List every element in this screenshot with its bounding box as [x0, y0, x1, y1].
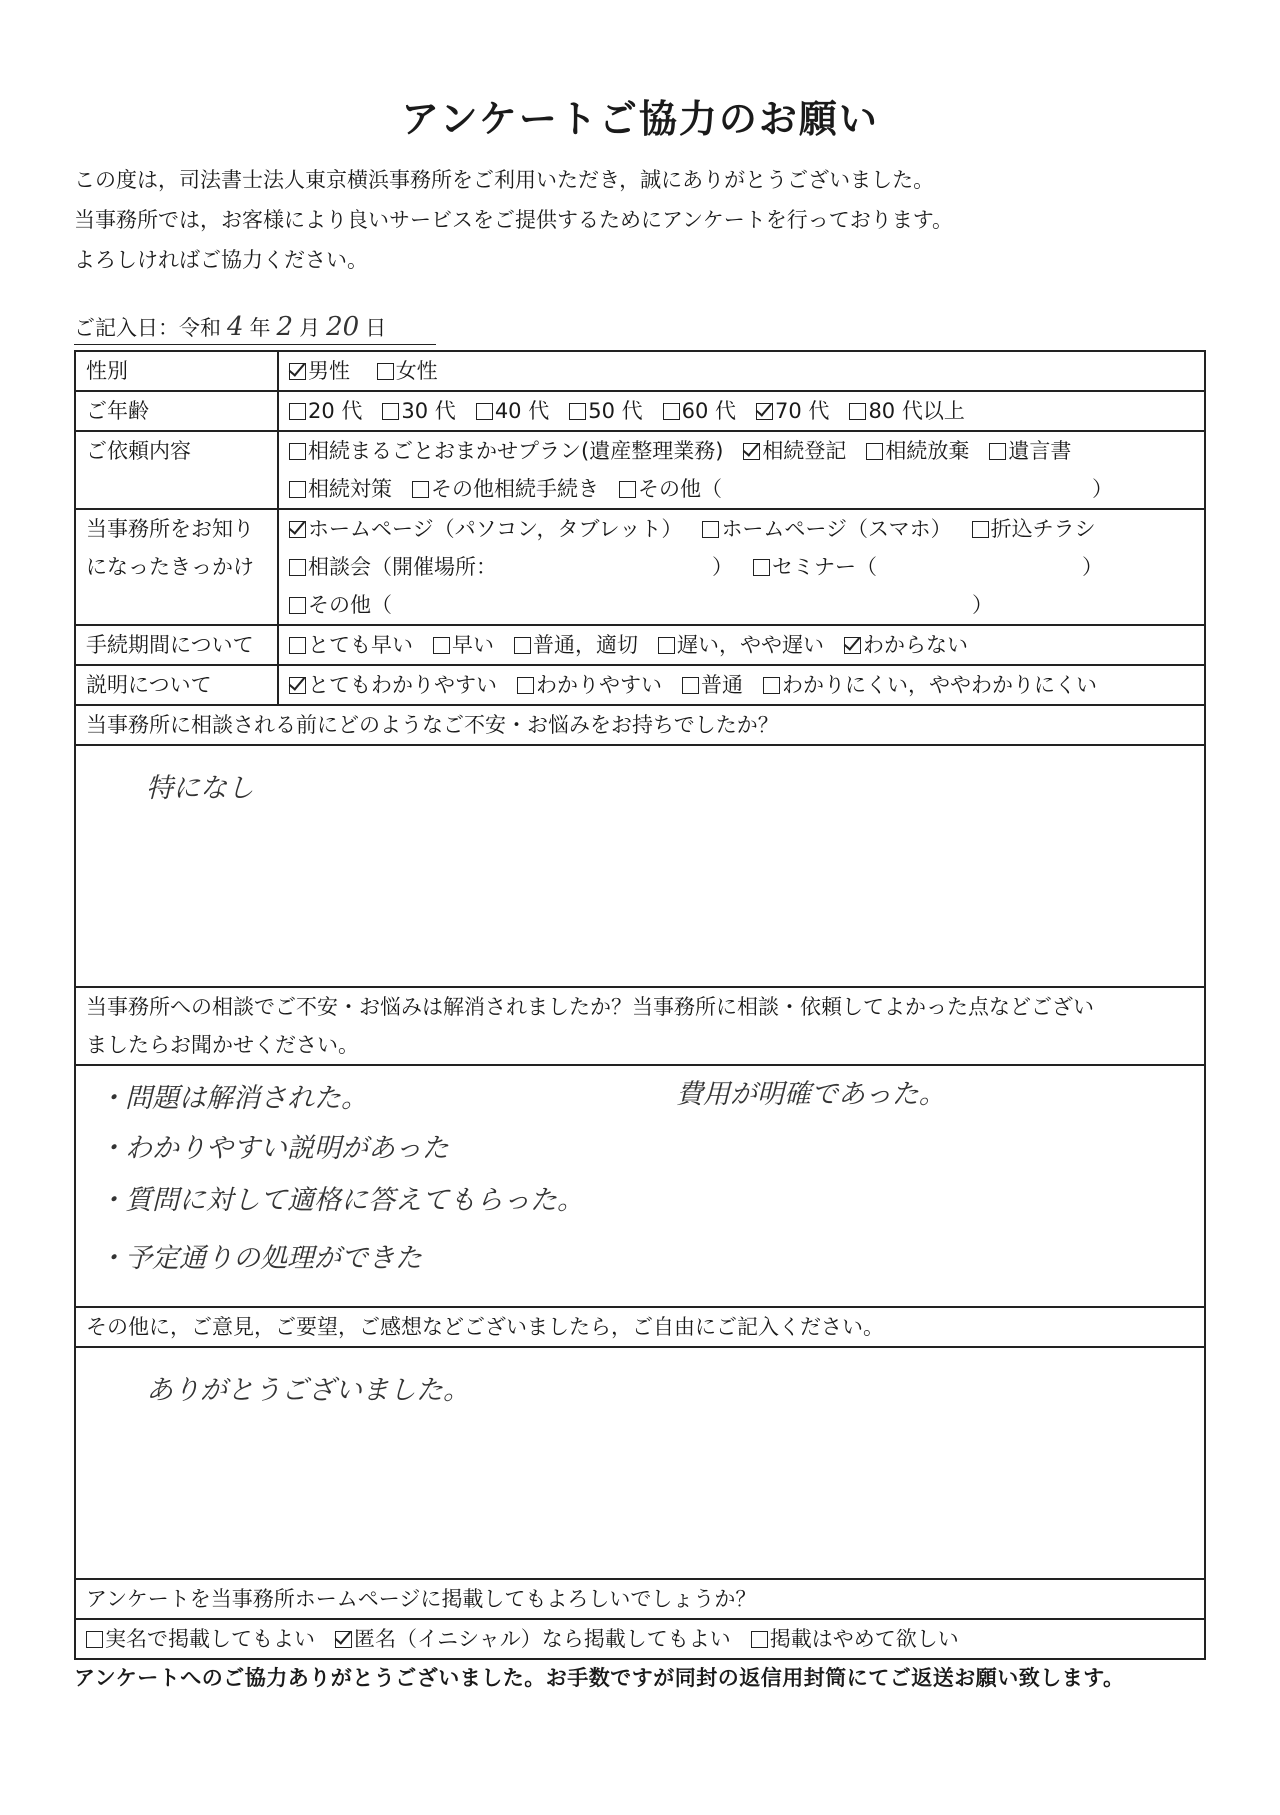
date-day-unit: 日 — [365, 316, 387, 340]
q3-question: その他に，ご意見，ご要望，ご感想などございましたら，ご自由にご記入ください。 — [75, 1307, 1205, 1347]
checkbox-icon[interactable] — [517, 677, 534, 694]
option-request-renunciation[interactable]: 相続放棄 — [866, 432, 969, 470]
option-request-will[interactable]: 遺言書 — [989, 432, 1071, 470]
option-explanation-clear[interactable]: わかりやすい — [517, 666, 662, 704]
option-gender-female[interactable]: 女性 — [377, 352, 438, 390]
footer-note: アンケートへのご協力ありがとうございました。お手数ですが同封の返信用封筒にてご返送お願い致します。 — [74, 1666, 1125, 1690]
checkbox-icon[interactable] — [743, 443, 760, 460]
checkbox-icon[interactable] — [753, 559, 770, 576]
checkbox-icon[interactable] — [289, 521, 306, 538]
intro-line-2: 当事務所では，お客様により良いサービスをご提供するためにアンケートを行っております。 — [74, 208, 954, 232]
date-year[interactable]: 4 — [227, 312, 244, 342]
checkbox-icon[interactable] — [972, 521, 989, 538]
option-age-40[interactable]: 40 代 — [476, 392, 549, 430]
entry-date — [74, 312, 436, 345]
option-request-other-procedures[interactable]: その他相続手続き — [412, 470, 599, 508]
option-publish-anonymous[interactable]: 匿名（イニシャル）なら掲載してもよい — [335, 1620, 731, 1658]
row-q3-answer — [75, 1347, 1205, 1579]
row-source — [75, 509, 1205, 625]
row-publish-question — [75, 1579, 1205, 1619]
source-options — [278, 509, 1205, 625]
date-year-unit: 年 — [249, 316, 271, 340]
q2-answer-line-2: ・わかりやすい説明があった — [98, 1133, 449, 1164]
period-label: 手続期間について — [75, 625, 278, 665]
option-source-homepage-pc[interactable]: ホームページ（パソコン，タブレット） — [289, 510, 682, 548]
option-explanation-unclear[interactable]: わかりにくい，ややわかりにくい — [763, 666, 1097, 704]
checkbox-icon[interactable] — [756, 403, 773, 420]
checkbox-icon[interactable] — [289, 677, 306, 694]
option-period-slow[interactable]: 遅い，やや遅い — [658, 626, 824, 664]
publish-options — [75, 1619, 1205, 1659]
row-request — [75, 431, 1205, 509]
option-source-other[interactable]: その他（ ） — [289, 586, 993, 624]
checkbox-icon[interactable] — [86, 1631, 103, 1648]
option-age-60[interactable]: 60 代 — [663, 392, 736, 430]
intro-line-3: よろしければご協力ください。 — [74, 248, 368, 272]
checkbox-icon[interactable] — [844, 637, 861, 654]
checkbox-icon[interactable] — [289, 363, 306, 380]
explanation-options — [278, 665, 1205, 705]
option-explanation-normal[interactable]: 普通 — [682, 666, 743, 704]
checkbox-icon[interactable] — [514, 637, 531, 654]
option-age-30[interactable]: 30 代 — [382, 392, 455, 430]
q2-answer-line-3: ・質問に対して適格に答えてもらった。 — [98, 1185, 584, 1216]
option-request-full-plan[interactable]: 相続まるごとおまかせプラン(遺産整理業務) — [289, 432, 723, 470]
publish-question: アンケートを当事務所ホームページに掲載してもよろしいでしょうか？ — [75, 1579, 1205, 1619]
option-request-other[interactable]: その他（ ） — [619, 470, 1113, 508]
checkbox-icon[interactable] — [663, 403, 680, 420]
checkbox-icon[interactable] — [289, 443, 306, 460]
explanation-label: 説明について — [75, 665, 278, 705]
row-age — [75, 391, 1205, 431]
date-month[interactable]: 2 — [276, 312, 294, 342]
option-source-homepage-mobile[interactable]: ホームページ（スマホ） — [702, 510, 951, 548]
checkbox-icon[interactable] — [412, 481, 429, 498]
q3-answer-area[interactable] — [75, 1347, 1205, 1579]
q1-question: 当事務所に相談される前にどのようなご不安・お悩みをお持ちでしたか？ — [75, 705, 1205, 745]
row-q2-answer — [75, 1065, 1205, 1307]
date-day[interactable]: 20 — [326, 312, 360, 342]
option-publish-no[interactable]: 掲載はやめて欲しい — [751, 1620, 959, 1658]
option-period-unknown[interactable]: わからない — [844, 626, 968, 664]
age-options — [278, 391, 1205, 431]
option-period-very-fast[interactable]: とても早い — [289, 626, 413, 664]
q1-answer-text: 特になし — [146, 773, 254, 804]
checkbox-icon[interactable] — [382, 403, 399, 420]
checkbox-icon[interactable] — [433, 637, 450, 654]
row-publish-options — [75, 1619, 1205, 1659]
q2-question: 当事務所への相談でご不安・お悩みは解消されましたか？当事務所に相談・依頼してよかった点などござい ましたらお聞かせください。 — [75, 987, 1205, 1065]
row-period — [75, 625, 1205, 665]
checkbox-icon[interactable] — [763, 677, 780, 694]
checkbox-icon[interactable] — [335, 1631, 352, 1648]
checkbox-icon[interactable] — [702, 521, 719, 538]
checkbox-icon[interactable] — [289, 637, 306, 654]
row-explanation — [75, 665, 1205, 705]
option-age-80[interactable]: 80 代以上 — [849, 392, 964, 430]
gender-options — [278, 351, 1205, 391]
q3-answer-text: ありがとうございました。 — [146, 1375, 470, 1406]
survey-form-table — [74, 350, 1206, 1660]
option-age-70[interactable]: 70 代 — [756, 392, 829, 430]
date-label: ご記入日：令和 — [74, 316, 221, 340]
option-source-seminar[interactable]: セミナー（ ） — [753, 548, 1103, 586]
checkbox-icon[interactable] — [751, 1631, 768, 1648]
gender-label: 性別 — [75, 351, 278, 391]
age-label: ご年齢 — [75, 391, 278, 431]
option-publish-real-name[interactable]: 実名で掲載してもよい — [86, 1620, 315, 1658]
period-options — [278, 625, 1205, 665]
q2-answer-area[interactable] — [75, 1065, 1205, 1307]
checkbox-icon[interactable] — [569, 403, 586, 420]
option-request-planning[interactable]: 相続対策 — [289, 470, 392, 508]
checkbox-icon[interactable] — [289, 481, 306, 498]
option-age-50[interactable]: 50 代 — [569, 392, 642, 430]
checkbox-icon[interactable] — [377, 363, 394, 380]
q2-answer-line-5: 費用が明確であった。 — [676, 1079, 946, 1110]
checkbox-icon[interactable] — [866, 443, 883, 460]
option-explanation-very-clear[interactable]: とてもわかりやすい — [289, 666, 497, 704]
checkbox-icon[interactable] — [989, 443, 1006, 460]
option-age-20[interactable]: 20 代 — [289, 392, 362, 430]
option-period-normal[interactable]: 普通，適切 — [514, 626, 638, 664]
row-q1-answer — [75, 745, 1205, 987]
option-source-flyer[interactable]: 折込チラシ — [972, 510, 1096, 548]
checkbox-icon[interactable] — [289, 559, 306, 576]
row-q3-question — [75, 1307, 1205, 1347]
request-options — [278, 431, 1205, 509]
intro-line-1: この度は，司法書士法人東京横浜事務所をご利用いただき，誠にありがとうございました。 — [74, 168, 935, 192]
q2-answer-line-4: ・予定通りの処理ができた — [98, 1243, 422, 1274]
intro-text — [74, 160, 953, 280]
checkbox-icon[interactable] — [476, 403, 493, 420]
checkbox-icon[interactable] — [682, 677, 699, 694]
checkbox-icon[interactable] — [849, 403, 866, 420]
row-gender — [75, 351, 1205, 391]
option-source-consultation[interactable]: 相談会（開催場所： ） — [289, 548, 733, 586]
q1-answer-area[interactable] — [75, 745, 1205, 987]
q2-answer-line-1: ・問題は解消された。 — [98, 1083, 368, 1114]
date-month-unit: 月 — [299, 316, 321, 340]
row-q1-question — [75, 705, 1205, 745]
option-gender-male[interactable]: 男性 — [289, 352, 350, 390]
source-label: 当事務所をお知り になったきっかけ — [75, 509, 278, 625]
checkbox-icon[interactable] — [619, 481, 636, 498]
checkbox-icon[interactable] — [289, 597, 306, 614]
option-request-registration[interactable]: 相続登記 — [743, 432, 846, 470]
checkbox-icon[interactable] — [658, 637, 675, 654]
checkbox-icon[interactable] — [289, 403, 306, 420]
request-label: ご依頼内容 — [75, 431, 278, 509]
page-title: アンケートご協力のお願い — [401, 97, 879, 141]
row-q2-question — [75, 987, 1205, 1065]
option-period-fast[interactable]: 早い — [433, 626, 494, 664]
